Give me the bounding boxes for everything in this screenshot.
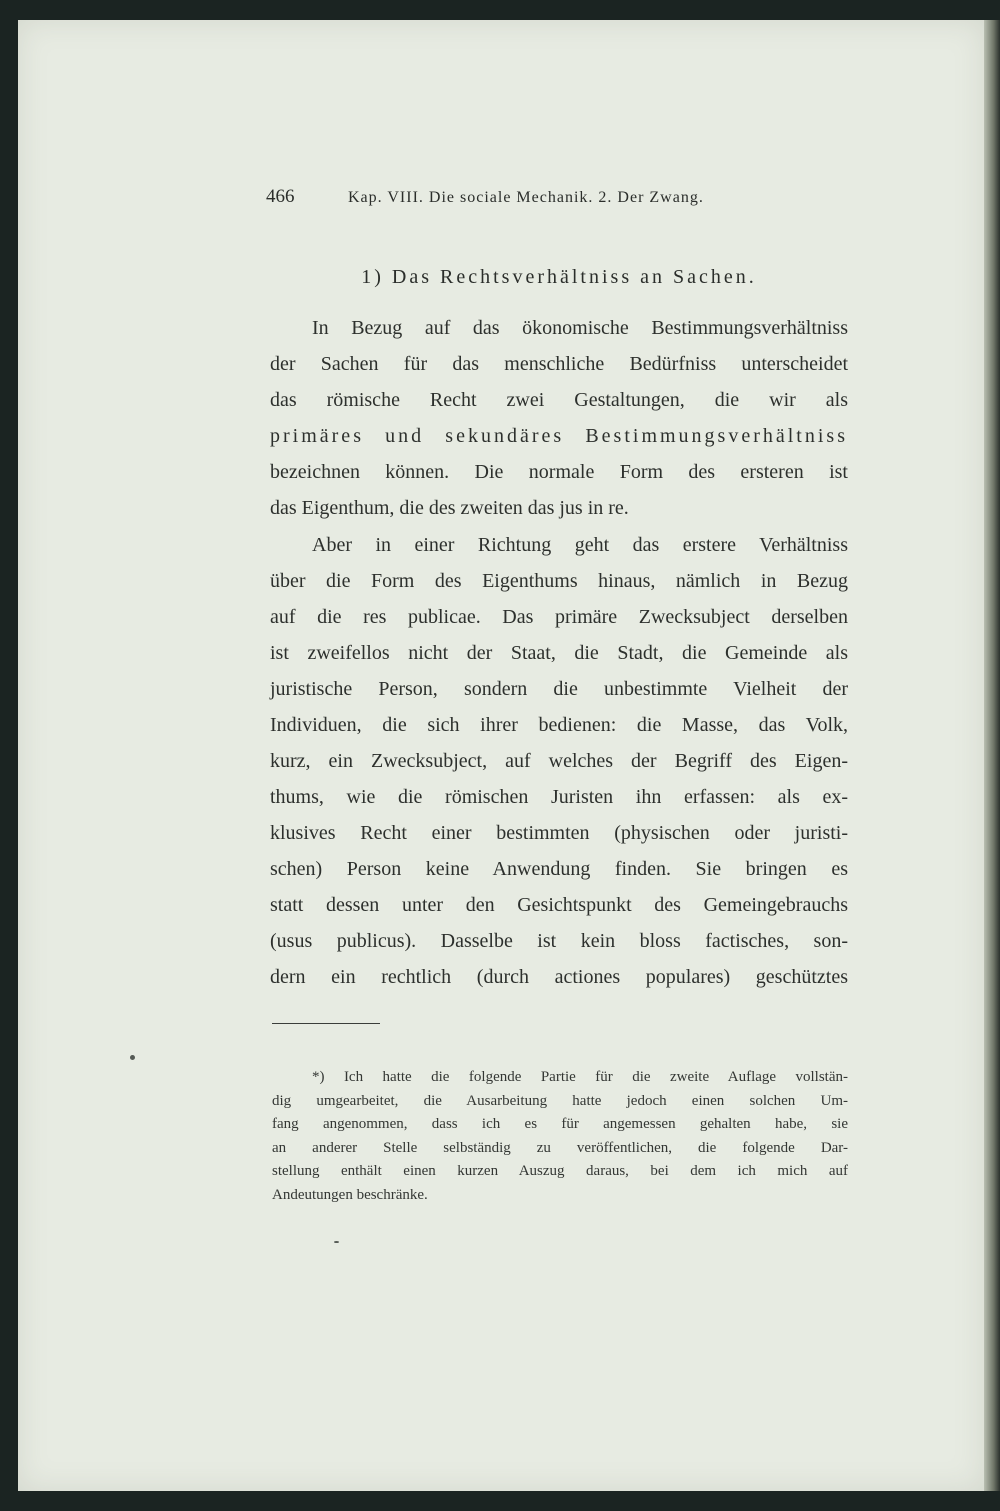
- footnote-line: fang angenommen, dass ich es für angemessen gehalten habe, sie: [272, 1116, 848, 1132]
- text-line: Aber in einer Richtung geht das erstere Verhältniss: [312, 534, 848, 556]
- footnote-line: *) Ich hatte die folgende Partie für die zweite Auflage vollstän-: [312, 1069, 848, 1085]
- text-line: Individuen, die sich ihrer bedienen: die Masse, das Volk,: [270, 714, 848, 736]
- text-line: juristische Person, sondern die unbestimmte Vielheit der: [270, 678, 848, 700]
- text-line: klusives Recht einer bestimmten (physischen oder juristi-: [270, 822, 848, 844]
- text-line: bezeichnen können. Die normale Form des ersteren ist: [270, 461, 848, 483]
- text-line: kurz, ein Zwecksubject, auf welches der Begriff des Eigen-: [270, 750, 848, 772]
- text-line: primäres und sekundäres Bestimmungsverhältniss: [270, 425, 848, 447]
- text-line: (usus publicus). Dasselbe ist kein bloss factisches, son-: [270, 930, 848, 952]
- text-line: das römische Recht zwei Gestaltungen, die wir als: [270, 389, 848, 411]
- text-line: thums, wie die römischen Juristen ihn erfassen: als ex-: [270, 786, 848, 808]
- footnote: [272, 1066, 848, 1207]
- footnote-line: an anderer Stelle selbständig zu veröffentlichen, die folgende Dar-: [272, 1139, 848, 1156]
- page-edge-shadow: [984, 20, 1000, 1491]
- footnote-divider: [272, 1023, 380, 1024]
- running-head-title: Kap. VIII. Die sociale Mechanik. 2. Der Zwang.: [348, 189, 704, 206]
- text-line: statt dessen unter den Gesichtspunkt des Gemeingebrauchs: [270, 894, 848, 916]
- paper-speck: [130, 1055, 135, 1060]
- text-line: dern ein rechtlich (durch actiones populares) geschütztes: [270, 966, 848, 988]
- text-line: über die Form des Eigenthums hinaus, nämlich in Bezug: [270, 570, 848, 592]
- paragraph-2: [270, 527, 848, 995]
- section-heading: 1) Das Rechtsverhältniss an Sachen.: [361, 266, 757, 288]
- paper-speck: [334, 1241, 339, 1243]
- text-line: schen) Person keine Anwendung finden. Sie bringen es: [270, 858, 848, 880]
- footnote-line: Andeutungen beschränke.: [272, 1186, 428, 1203]
- running-head: [266, 186, 756, 214]
- text-line: auf die res publicae. Das primäre Zwecksubject derselben: [270, 606, 848, 628]
- page-number: 466: [266, 186, 295, 207]
- footnote-line: stellung enthält einen kurzen Auszug daraus, bei dem ich mich auf: [272, 1163, 848, 1179]
- paragraph-1: [270, 310, 848, 526]
- footnote-line: dig umgearbeitet, die Ausarbeitung hatte jedoch einen solchen Um-: [272, 1092, 848, 1109]
- text-line: der Sachen für das menschliche Bedürfniss unterscheidet: [270, 353, 848, 375]
- text-line: ist zweifellos nicht der Staat, die Stadt, die Gemeinde als: [270, 642, 848, 664]
- text-line: In Bezug auf das ökonomische Bestimmungsverhältniss: [312, 317, 848, 339]
- text-line: das Eigenthum, die des zweiten das jus in re.: [270, 497, 629, 519]
